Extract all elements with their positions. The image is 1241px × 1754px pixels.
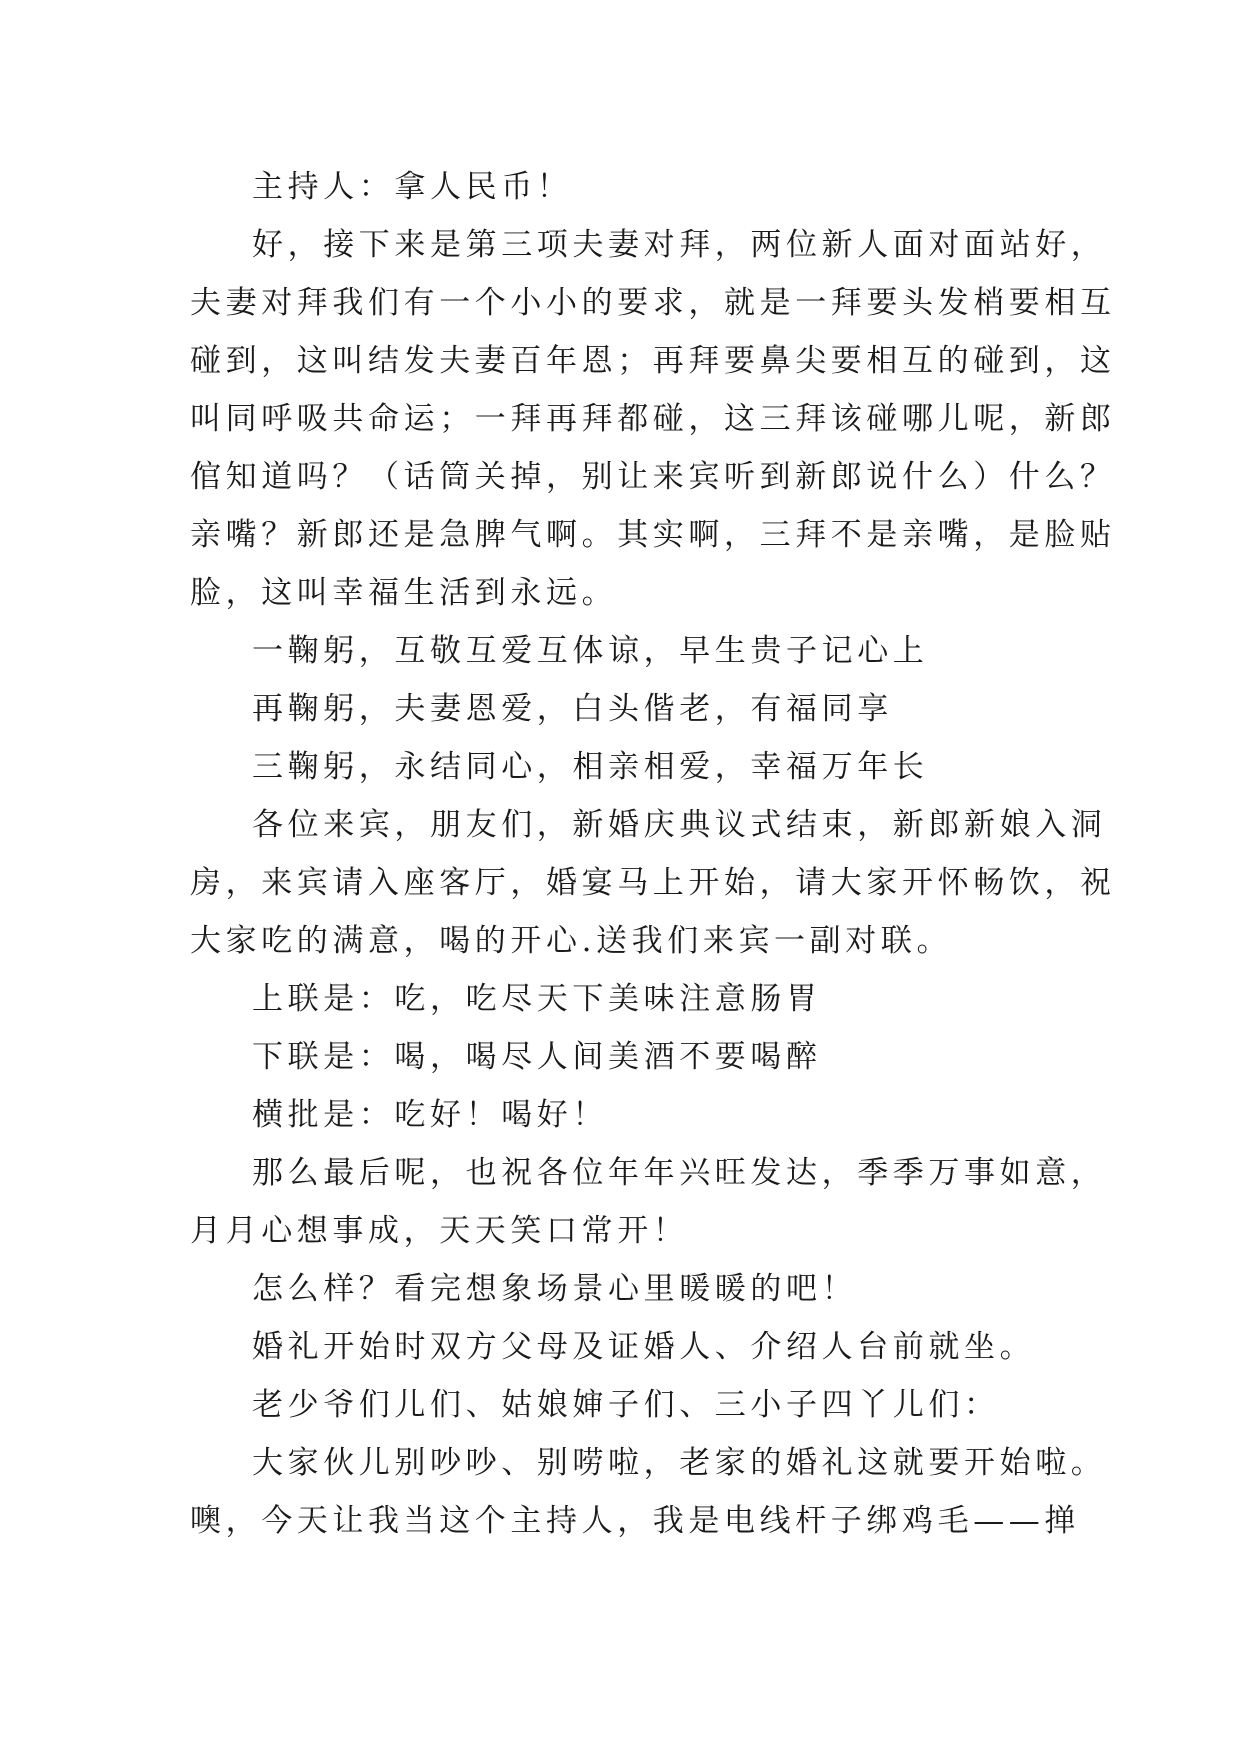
text-line: 大家伙儿别吵吵、别唠啦，老家的婚礼这就要开始啦。 [252, 1445, 1107, 1481]
text-line: 婚礼开始时双方父母及证婚人、介绍人台前就坐。 [252, 1329, 1036, 1365]
text-line: 上联是：吃，吃尽天下美味注意肠胃 [252, 981, 822, 1017]
text-line: 那么最后呢，也祝各位年年兴旺发达，季季万事如意， [252, 1155, 1107, 1191]
text-line: 碰到，这叫结发夫妻百年恩；再拜要鼻尖要相互的碰到，这 [190, 343, 1116, 379]
text-line: 月月心想事成，天天笑口常开！ [190, 1213, 689, 1249]
text-line: 大家吃的满意，喝的开心.送我们来宾一副对联。 [190, 923, 953, 959]
paragraph [190, 216, 1116, 622]
text-line: 横批是：吃好！喝好！ [252, 1097, 608, 1133]
text-line: 噢，今天让我当这个主持人，我是电线杆子绑鸡毛——掸 [190, 1503, 1080, 1539]
text-line: 各位来宾，朋友们，新婚庆典议式结束，新郎新娘入洞 [252, 807, 1107, 843]
text-line: 再鞠躬，夫妻恩爱，白头偕老，有福同享 [252, 691, 893, 727]
paragraph [190, 622, 1090, 680]
text-line: 好，接下来是第三项夫妻对拜，两位新人面对面站好， [252, 227, 1107, 263]
text-line: 叫同呼吸共命运；一拜再拜都碰，这三拜该碰哪儿呢，新郎 [190, 401, 1116, 437]
paragraph [190, 796, 1116, 970]
text-line: 怎么样？看完想象场景心里暖暖的吧！ [252, 1271, 858, 1307]
paragraph [190, 158, 1090, 216]
paragraph [190, 970, 1090, 1028]
text-line: 下联是：喝，喝尽人间美酒不要喝醉 [252, 1039, 822, 1075]
text-line: 倌知道吗？（话筒关掉，别让来宾听到新郎说什么）什么？ [190, 459, 1116, 495]
paragraph [190, 680, 1090, 738]
paragraph [190, 1260, 1090, 1318]
paragraph [190, 1144, 1107, 1260]
text-line: 夫妻对拜我们有一个小小的要求，就是一拜要头发梢要相互 [190, 285, 1116, 321]
paragraph [190, 738, 1090, 796]
text-line: 主持人：拿人民币！ [252, 169, 573, 205]
paragraph [190, 1434, 1107, 1550]
text-line: 房，来宾请入座客厅，婚宴马上开始，请大家开怀畅饮，祝 [190, 865, 1116, 901]
paragraph [190, 1376, 1090, 1434]
text-line: 脸，这叫幸福生活到永远。 [190, 575, 618, 611]
text-line: 三鞠躬，永结同心，相亲相爱，幸福万年长 [252, 749, 929, 785]
text-line: 老少爷们儿们、姑娘婶子们、三小子四丫儿们： [252, 1387, 1000, 1423]
text-line: 亲嘴？新郎还是急脾气啊。其实啊，三拜不是亲嘴，是脸贴 [190, 517, 1116, 553]
paragraph [190, 1086, 1090, 1144]
paragraph [190, 1028, 1090, 1086]
text-line: 一鞠躬，互敬互爱互体谅，早生贵子记心上 [252, 633, 929, 669]
paragraph [190, 1318, 1090, 1376]
document-body [190, 158, 1116, 1550]
